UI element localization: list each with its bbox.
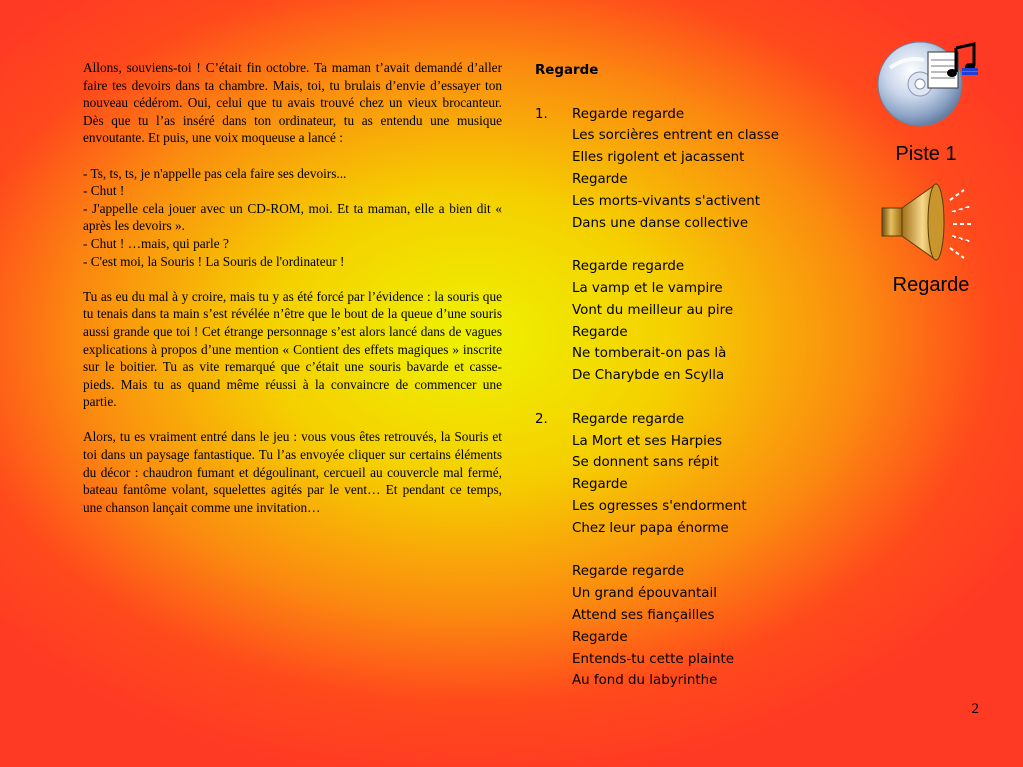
lyric-line: [535, 300, 835, 322]
stanza-number: [535, 300, 572, 322]
lyric-text: La vamp et le vampire: [572, 280, 723, 296]
dialogue-line: - Ts, ts, ts, je n'appelle pas cela faire ses devoirs...: [83, 165, 347, 181]
story-paragraph-2: Tu as eu du mal à y croire, mais tu y as été forcé par l’évidence : la souris que tu tenais dans ta main s’est révélée n’être que le bout de la queue d’une souris aussi grande que toi ! Cet étrange personnage s’est alors lancé dans de vagues explications à propos d’une mention « Contient des effets magiques » inscrite sur le boitier. Tu as vite remarqué que c’était une souris bavarde et casse-pieds. Mais tu as quand même réussi à la convaincre de commencer une partie.: [83, 288, 502, 410]
lyric-text: Regarde: [572, 171, 628, 187]
lyric-text: Regarde: [572, 324, 628, 340]
lyric-line: [535, 213, 835, 235]
cd-music-icon[interactable]: [876, 38, 980, 128]
lyric-line: [535, 670, 835, 692]
stanza-number: [535, 147, 572, 169]
stanza-number: 1.: [535, 106, 548, 122]
lyric-line: [535, 322, 835, 344]
story-paragraph-3: Alors, tu es vraiment entré dans le jeu : vous vous êtes retrouvés, la Souris et toi dans un paysage fantastique. Tu l’as envoyée cliquer sur certains éléments du décor : chaudron fumant et dégoulinant, cercueil au couvercle mal fermé, bateau fantôme volant, squelettes agités par le vent… Et pendant ce temps, une chanson lançait comme une invitation…: [83, 429, 502, 515]
stanza-number: [535, 670, 572, 692]
story-paragraph-1: Allons, souviens-toi ! C’était fin octobre. Ta maman t’avait demandé d’aller faire tes devoirs dans ta chambre. Mais, toi, tu brulais d’envie d’essayer ton nouveau cédérom. Oui, celui que tu avais trouvé chez un vieux brocanteur. Dès que tu l’as inséré dans ton ordinateur, tu as entendu une musique envoutante. Et puis, une voix moqueuse a lancé :: [83, 60, 502, 146]
lyric-line: [535, 365, 835, 387]
stanza-number: [535, 561, 572, 583]
stanza-number: [535, 583, 572, 605]
stanza-number: [535, 343, 572, 365]
lyric-line: [535, 169, 835, 191]
lyric-text: Regarde regarde: [572, 259, 685, 275]
stanza-number: [535, 213, 572, 235]
dialogue-block: [83, 165, 502, 271]
audio-label: Regarde: [892, 274, 970, 296]
lyric-text: Dans une danse collective: [572, 215, 749, 231]
lyrics-stanza: [535, 104, 835, 235]
lyric-text: La Mort et ses Harpies: [572, 433, 723, 449]
lyric-line: [535, 583, 835, 605]
lyric-line: [535, 147, 835, 169]
lyric-text: Les morts-vivants s'activent: [572, 193, 760, 209]
lyric-line: [535, 191, 835, 213]
lyrics-stanza: [535, 409, 835, 540]
lyric-line: [535, 104, 835, 126]
stanza-number: [535, 627, 572, 649]
lyric-text: De Charybde en Scylla: [572, 368, 725, 384]
stanza-number: [535, 518, 572, 540]
speaker-icon[interactable]: [878, 180, 978, 264]
stanza-number: [535, 605, 572, 627]
lyric-line: [535, 409, 835, 431]
lyric-line: [535, 125, 835, 147]
stanza-number: [535, 256, 572, 278]
story-text: [83, 59, 502, 534]
lyrics-stanzas: [535, 104, 835, 693]
stanza-number: [535, 322, 572, 344]
dialogue-line: - Chut !: [83, 183, 125, 199]
lyric-line: [535, 278, 835, 300]
lyric-line: [535, 474, 835, 496]
stanza-number: [535, 496, 572, 518]
stanza-number: [535, 365, 572, 387]
lyric-text: Regarde regarde: [572, 411, 685, 427]
stanza-number: [535, 125, 572, 147]
lyric-text: Les ogresses s'endorment: [572, 498, 747, 514]
lyric-text: Un grand épouvantail: [572, 586, 717, 602]
lyric-text: Regarde regarde: [572, 564, 685, 580]
track-label: Piste 1: [895, 143, 957, 165]
lyric-text: Vont du meilleur au pire: [572, 302, 734, 318]
lyrics-title: Regarde: [535, 63, 599, 78]
dialogue-line: - C'est moi, la Souris ! La Souris de l'ordinateur !: [83, 253, 345, 269]
lyric-text: Elles rigolent et jacassent: [572, 150, 745, 166]
page-number: 2: [971, 701, 979, 717]
lyric-line: [535, 627, 835, 649]
lyric-text: Regarde: [572, 629, 628, 645]
stanza-number: [535, 191, 572, 213]
lyric-text: Regarde: [572, 477, 628, 493]
lyric-line: [535, 343, 835, 365]
lyric-text: Les sorcières entrent en classe: [572, 128, 779, 144]
stanza-number: [535, 431, 572, 453]
lyric-text: Entends-tu cette plainte: [572, 651, 734, 667]
lyric-text: Attend ses fiançailles: [572, 607, 715, 623]
lyric-text: Chez leur papa énorme: [572, 520, 729, 536]
lyric-text: Ne tomberait-on pas là: [572, 346, 727, 362]
lyric-line: [535, 649, 835, 671]
lyric-line: [535, 518, 835, 540]
lyrics-stanza: [535, 561, 835, 692]
stanza-number: [535, 169, 572, 191]
lyric-line: [535, 431, 835, 453]
dialogue-line: - J'appelle cela jouer avec un CD-ROM, moi. Et ta maman, elle a bien dit « après les devoirs ».: [83, 200, 502, 234]
stanza-number: [535, 452, 572, 474]
lyric-line: [535, 256, 835, 278]
stanza-number: [535, 649, 572, 671]
lyric-line: [535, 605, 835, 627]
stanza-number: [535, 278, 572, 300]
lyric-line: [535, 496, 835, 518]
lyrics-stanza: [535, 256, 835, 387]
lyric-text: Au fond du labyrinthe: [572, 673, 718, 689]
lyric-line: [535, 561, 835, 583]
song-lyrics: [535, 60, 835, 714]
dialogue-line: - Chut ! …mais, qui parle ?: [83, 235, 229, 251]
lyric-text: Se donnent sans répit: [572, 455, 719, 471]
stanza-number: 2.: [535, 411, 548, 427]
lyric-text: Regarde regarde: [572, 106, 685, 122]
stanza-number: [535, 474, 572, 496]
lyric-line: [535, 452, 835, 474]
